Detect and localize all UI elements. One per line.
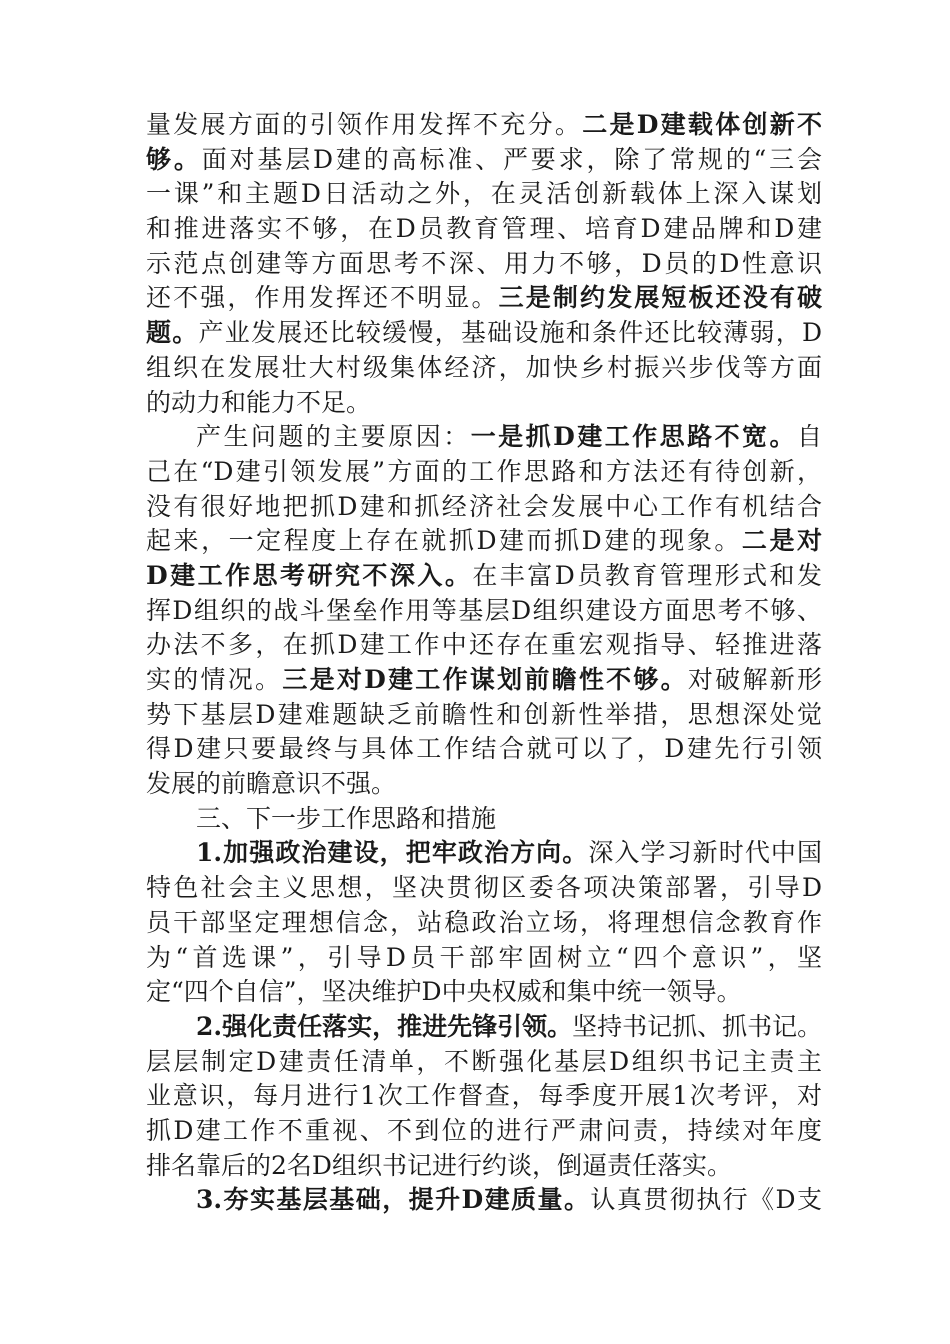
text-segment: 为“首选课”，引导D员干部牢固树立“四个意识”，坚 [146,942,822,972]
text-line [146,247,822,282]
text-segment: 己在“D建引领发展”方面的工作思路和方法还有待创新， [146,456,822,486]
text-line [146,455,822,490]
bold-text-segment: 三是对D建工作谋划前瞻性不够。 [282,665,688,694]
bold-text-segment: 2.强化责任落实，推进先锋引领。 [196,1011,573,1041]
bold-text-segment: 1.加强政治建设，把牢政治方向。 [196,838,589,868]
document-page [146,108,822,1218]
bold-text-segment: 三是制约发展短板还没有破 [498,283,822,313]
text-line [146,871,822,906]
text-segment: 还不强，作用发挥还不明显。 [146,283,499,313]
text-segment: 在丰富D员教育管理形式和发 [472,560,823,590]
text-segment: 定“四个自信”，坚决维护D中央权威和集中统一领导。 [146,977,742,1007]
text-segment: 排名靠后的2名D组织书记进行约谈，倒逼责任落实。 [146,1150,732,1180]
text-line [146,663,822,698]
text-segment: 员干部坚定理想信念，站稳政治立场，将理想信念教育作 [146,907,822,937]
text-segment: 三、下一步工作思路和措施 [196,803,497,833]
text-line [146,698,822,733]
text-line [146,1183,822,1218]
text-segment: 面对基层D建的高标准、严要求，除了常规的“三会 [201,144,822,174]
text-segment: 抓D建工作不重视、不到位的进行严肃问责，持续对年度 [146,1115,822,1145]
text-line [146,1010,822,1045]
text-segment: 组织在发展壮大村级集体经济，加快乡村振兴步伐等方面 [146,352,822,382]
text-line [146,108,822,143]
bold-text-segment: 二是对 [741,526,822,556]
text-segment: 对破解新形 [687,665,822,694]
text-line [146,386,822,421]
text-line [146,594,822,629]
text-segment: 实的情况。 [146,665,283,694]
text-segment: 没有很好地把抓D建和抓经济社会发展中心工作有机结合 [146,491,822,521]
text-line [146,281,822,316]
text-line [146,316,822,351]
text-segment: 一课”和主题D日活动之外，在灵活创新载体上深入谋划 [146,179,822,209]
text-line [146,802,822,837]
text-segment: 势下基层D建难题缺乏前瞻性和创新性举措，思想深处觉 [146,699,822,729]
text-segment: 产业发展还比较缓慢，基础设施和条件还比较薄弱，D [198,318,822,348]
text-line [146,420,822,455]
text-line [146,1114,822,1149]
text-segment: 起来，一定程度上存在就抓D建而抓D建的现象。 [146,526,742,556]
text-line [146,1045,822,1080]
text-segment: 发展的前瞻意识不强。 [146,769,397,799]
text-line [146,212,822,247]
text-segment: 办法不多，在抓D建工作中还存在重宏观指导、轻推进落 [146,630,822,660]
text-line [146,628,822,663]
bold-text-segment: 题。 [146,318,199,348]
text-segment: 和推进落实不够，在D员教育管理、培育D建品牌和D建 [146,214,822,244]
text-segment: 示范点创建等方面思考不深、用力不够，D员的D性意识 [146,248,822,278]
bold-text-segment: 3.夯实基层基础，提升D建质量。 [196,1185,591,1215]
text-segment: 量发展方面的引领作用发挥不充分。 [146,110,583,139]
bold-text-segment: 二是D建载体创新不 [582,110,822,139]
text-line [146,559,822,594]
text-line [146,1149,822,1184]
text-segment: 自 [796,422,822,452]
bold-text-segment: 一是抓D建工作思路不宽。 [470,422,797,452]
text-line [146,351,822,386]
text-line [146,1079,822,1114]
text-line [146,836,822,871]
text-line [146,490,822,525]
text-line [146,941,822,976]
text-segment: 深入学习新时代中国 [588,838,822,868]
bold-text-segment: D建工作思考研究不深入。 [146,560,473,590]
text-segment: 认真贯彻执行《D支 [590,1185,823,1215]
text-segment: 特色社会主义思想，坚决贯彻区委各项决策部署，引导D [146,873,822,903]
text-segment: 挥D组织的战斗堡垒作用等基层D组织建设方面思考不够、 [146,595,822,625]
text-line [146,975,822,1010]
text-line [146,143,822,178]
text-line [146,732,822,767]
text-segment: 层层制定D建责任清单，不断强化基层D组织书记主责主 [146,1046,822,1076]
text-segment: 产生问题的主要原因： [196,422,471,452]
text-segment: 业意识，每月进行1次工作督查，每季度开展1次考评，对 [146,1081,822,1111]
text-segment: 的动力和能力不足。 [146,387,372,417]
bold-text-segment: 够。 [146,144,202,174]
text-line [146,177,822,212]
text-segment: 得D建只要最终与具体工作结合就可以了，D建先行引领 [146,734,822,764]
text-segment: 坚持书记抓、抓书记。 [572,1011,823,1041]
text-line [146,906,822,941]
text-line [146,767,822,802]
text-line [146,524,822,559]
